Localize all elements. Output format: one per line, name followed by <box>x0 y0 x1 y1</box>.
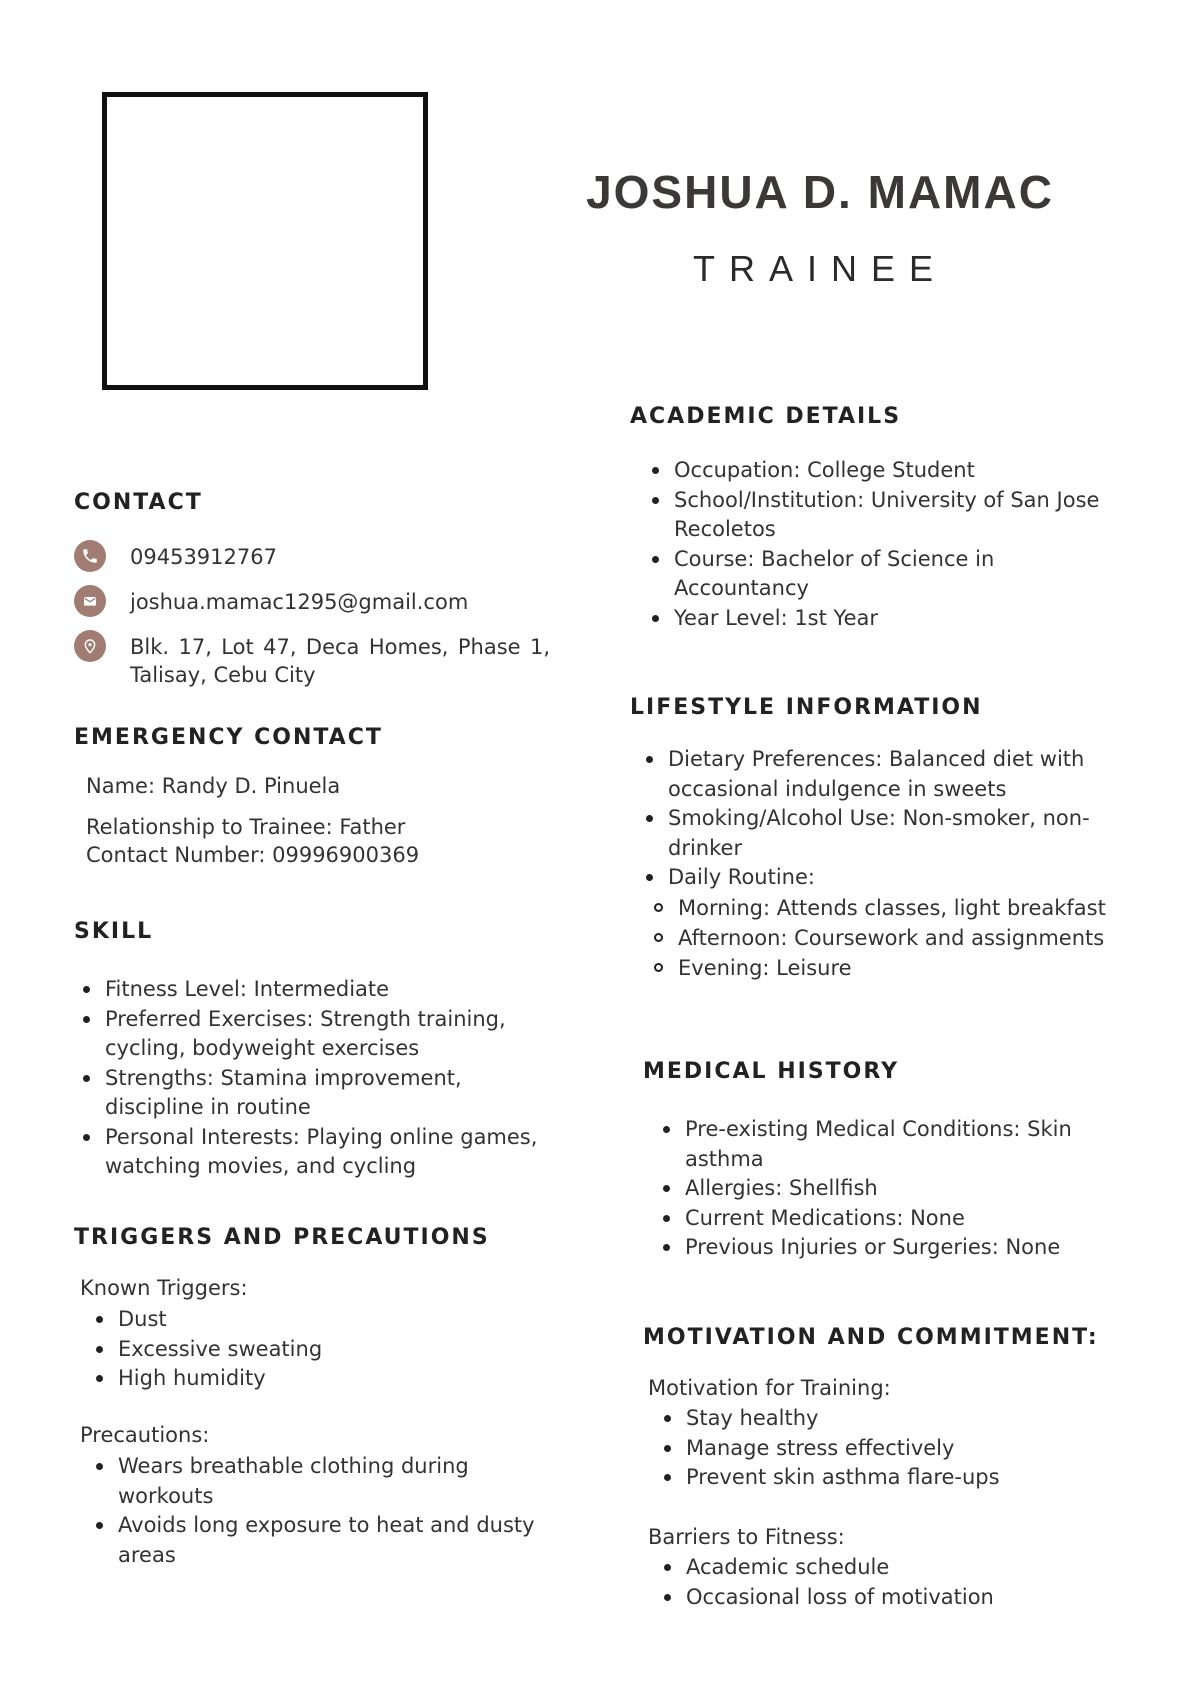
mail-icon <box>74 585 106 617</box>
motivation-heading: MOTIVATION AND COMMITMENT: <box>643 1325 1099 1350</box>
emergency-name: Name: Randy D. Pinuela <box>86 774 341 798</box>
list-item: School/Institution: University of San Jose Recoletos <box>674 486 1114 545</box>
skill-heading: SKILL <box>74 919 154 944</box>
contact-address-row <box>74 630 554 689</box>
list-item: Academic schedule <box>686 1553 1126 1583</box>
academic-heading: ACADEMIC DETAILS <box>630 404 902 429</box>
list-item: Daily Routine: <box>668 863 1158 893</box>
list-item: Prevent skin asthma flare-ups <box>686 1463 1126 1493</box>
emergency-heading: EMERGENCY CONTACT <box>74 725 383 750</box>
contact-email-row <box>74 585 554 619</box>
motivation-label: Motivation for Training: <box>648 1376 891 1400</box>
list-item: Stay healthy <box>686 1404 1126 1434</box>
emergency-relationship: Relationship to Trainee: Father <box>86 815 406 839</box>
precautions-list <box>88 1452 558 1570</box>
list-item: Excessive sweating <box>118 1335 538 1365</box>
list-item: Occasional loss of motivation <box>686 1583 1126 1613</box>
trainee-name: JOSHUA D. MAMAC <box>586 166 1054 218</box>
list-item: Course: Bachelor of Science in Accountancy <box>674 545 1114 604</box>
list-item: Previous Injuries or Surgeries: None <box>685 1233 1125 1263</box>
contact-phone-row <box>74 540 554 574</box>
list-item: Allergies: Shellfish <box>685 1174 1125 1204</box>
list-item: Dust <box>118 1305 538 1335</box>
list-item: Occupation: College Student <box>674 456 1114 486</box>
contact-list <box>74 540 554 689</box>
lifestyle-heading: LIFESTYLE INFORMATION <box>630 695 983 720</box>
barriers-list <box>656 1553 1126 1612</box>
trainee-role: TRAINEE <box>692 248 948 289</box>
medical-list <box>655 1115 1125 1263</box>
list-item: Preferred Exercises: Strength training, cycling, bodyweight exercises <box>105 1005 545 1064</box>
triggers-heading: TRIGGERS AND PRECAUTIONS <box>74 1225 490 1250</box>
known-triggers-label: Known Triggers: <box>80 1276 248 1300</box>
list-item: Wears breathable clothing during workouts <box>118 1452 558 1511</box>
list-item: Current Medications: None <box>685 1204 1125 1234</box>
list-item: Avoids long exposure to heat and dusty areas <box>118 1511 558 1570</box>
contact-phone: 09453912767 <box>130 545 277 569</box>
contact-heading: CONTACT <box>74 490 203 515</box>
list-item: Year Level: 1st Year <box>674 604 1114 634</box>
list-item: Evening: Leisure <box>678 953 1158 983</box>
list-item: Afternoon: Coursework and assignments <box>678 923 1158 953</box>
known-triggers-list <box>88 1305 538 1394</box>
list-item: Strengths: Stamina improvement, discipline in routine <box>105 1064 545 1123</box>
motivation-list <box>656 1404 1126 1493</box>
lifestyle-list <box>638 745 1158 983</box>
emergency-number: Contact Number: 09996900369 <box>86 843 420 867</box>
medical-heading: MEDICAL HISTORY <box>643 1059 900 1084</box>
skill-list <box>75 975 545 1182</box>
precautions-label: Precautions: <box>80 1423 210 1447</box>
barriers-label: Barriers to Fitness: <box>648 1525 845 1549</box>
list-item: Fitness Level: Intermediate <box>105 975 545 1005</box>
list-item: Pre-existing Medical Conditions: Skin asthma <box>685 1115 1125 1174</box>
list-item: Manage stress effectively <box>686 1434 1126 1464</box>
list-item: Smoking/Alcohol Use: Non-smoker, non-drinker <box>668 804 1158 863</box>
academic-list <box>644 456 1114 633</box>
list-item: Personal Interests: Playing online games, watching movies, and cycling <box>105 1123 545 1182</box>
photo-placeholder <box>102 92 428 390</box>
location-pin-icon <box>74 630 106 662</box>
contact-address: Blk. 17, Lot 47, Deca Homes, Phase 1, Talisay, Cebu City <box>130 635 550 687</box>
list-item: High humidity <box>118 1364 538 1394</box>
phone-icon <box>74 540 106 572</box>
list-item: Morning: Attends classes, light breakfast <box>678 893 1158 923</box>
contact-email: joshua.mamac1295@gmail.com <box>130 590 469 614</box>
list-item: Dietary Preferences: Balanced diet with occasional indulgence in sweets <box>668 745 1158 804</box>
